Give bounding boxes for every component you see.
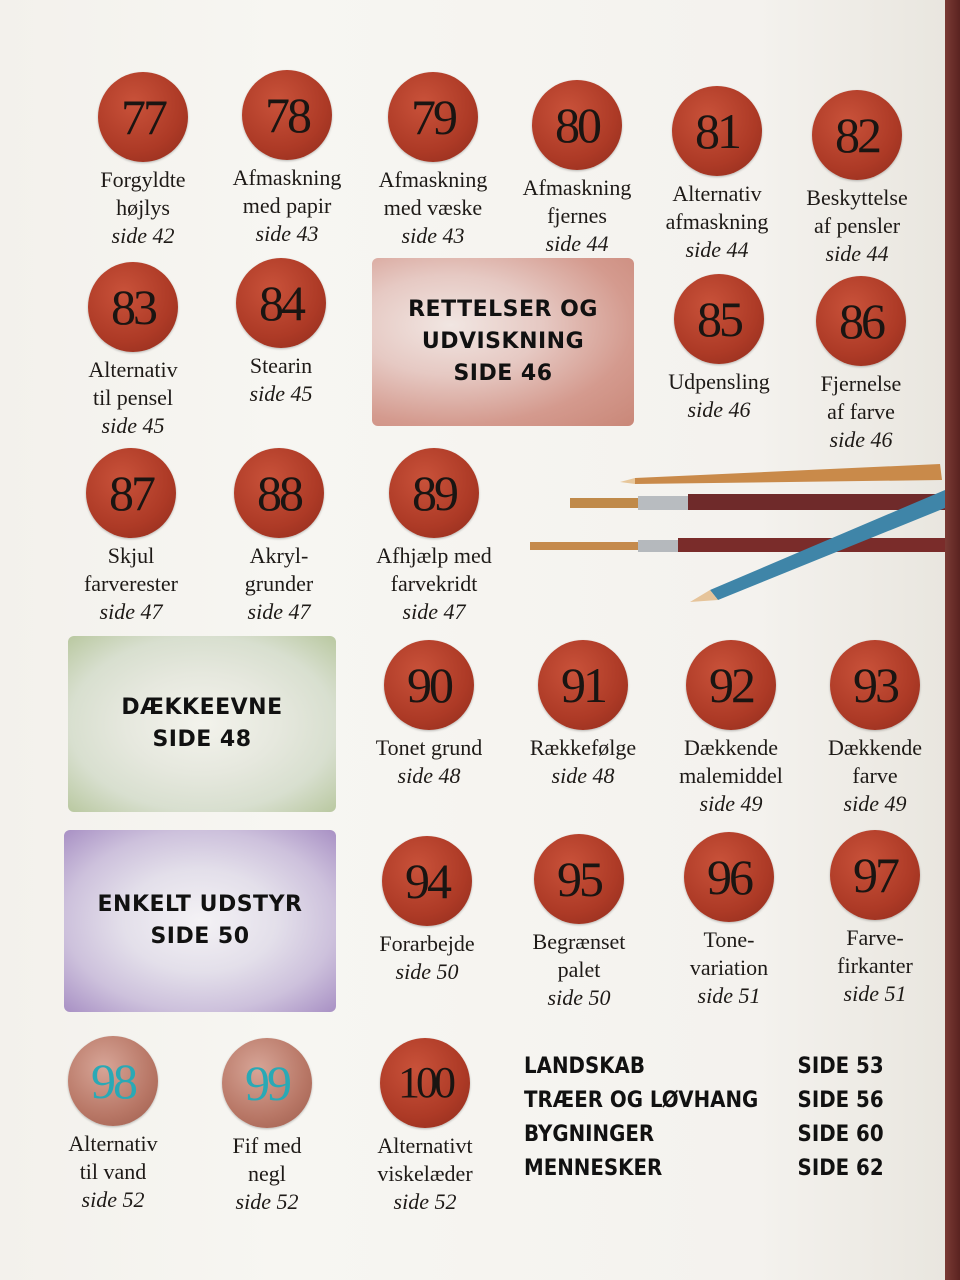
number-badge: 89 bbox=[389, 448, 479, 538]
entry-82 bbox=[782, 90, 932, 268]
chapter-index bbox=[524, 1050, 884, 1186]
entry-81 bbox=[642, 86, 792, 264]
entry-page: side 51 bbox=[843, 981, 907, 1006]
entry-title: Dækkende farve bbox=[827, 735, 923, 788]
chapter-page: SIDE 62 bbox=[797, 1156, 884, 1181]
entry-title: Forarbejde bbox=[379, 931, 475, 956]
entry-title: Akryl- grunder bbox=[244, 543, 314, 596]
entry-title: Fjernelse af farve bbox=[820, 371, 902, 424]
entry-90 bbox=[354, 640, 504, 790]
entry-title: Begrænset palet bbox=[532, 929, 626, 982]
number-badge: 88 bbox=[234, 448, 324, 538]
paintbrushes-and-pencils-illustration bbox=[520, 450, 945, 610]
entry-94 bbox=[352, 836, 502, 986]
number-badge: 86 bbox=[816, 276, 906, 366]
entry-91 bbox=[508, 640, 658, 790]
entry-93 bbox=[800, 640, 945, 818]
number-badge: 99 bbox=[222, 1038, 312, 1128]
number-badge: 78 bbox=[242, 70, 332, 160]
entry-title: Tone- variation bbox=[689, 927, 769, 980]
entry-85 bbox=[644, 274, 794, 424]
number-badge: 94 bbox=[382, 836, 472, 926]
number-badge: 96 bbox=[684, 832, 774, 922]
section-patch-rettelser bbox=[372, 258, 634, 426]
entry-page: side 47 bbox=[402, 599, 466, 624]
number-badge: 77 bbox=[98, 72, 188, 162]
number-badge: 97 bbox=[830, 830, 920, 920]
entry-97 bbox=[800, 830, 945, 1008]
entry-page: side 49 bbox=[843, 791, 907, 816]
entry-88 bbox=[204, 448, 354, 626]
entry-page: side 47 bbox=[247, 599, 311, 624]
entry-89 bbox=[354, 448, 514, 626]
entry-page: side 51 bbox=[697, 983, 761, 1008]
entry-page: side 44 bbox=[825, 241, 889, 266]
entry-page: side 52 bbox=[235, 1189, 299, 1214]
entry-80 bbox=[502, 80, 652, 258]
entry-page: side 42 bbox=[111, 223, 175, 248]
section-patch-daekkeevne bbox=[68, 636, 336, 812]
chapter-row bbox=[524, 1050, 884, 1084]
entry-page: side 50 bbox=[395, 959, 459, 984]
entry-title: Beskyttelse af pensler bbox=[806, 185, 908, 238]
chapter-page: SIDE 53 bbox=[797, 1054, 884, 1079]
number-badge: 98 bbox=[68, 1036, 158, 1126]
chapter-row bbox=[524, 1118, 884, 1152]
entry-98 bbox=[38, 1036, 188, 1214]
entry-page: side 49 bbox=[699, 791, 763, 816]
number-badge: 100 bbox=[380, 1038, 470, 1128]
entry-page: side 43 bbox=[255, 221, 319, 246]
entry-100 bbox=[350, 1038, 500, 1216]
section-label: ENKELT UDSTYR SIDE 50 bbox=[97, 892, 303, 949]
entry-87 bbox=[56, 448, 206, 626]
entry-title: Forgyldte højlys bbox=[100, 167, 186, 220]
entry-page: side 44 bbox=[685, 237, 749, 262]
entry-page: side 44 bbox=[545, 231, 609, 256]
entry-page: side 43 bbox=[401, 223, 465, 248]
entry-99 bbox=[192, 1038, 342, 1216]
entry-86 bbox=[786, 276, 936, 454]
entry-page: side 52 bbox=[393, 1189, 457, 1214]
entry-title: Skjul farverester bbox=[83, 543, 179, 596]
entry-title: Stearin bbox=[249, 353, 313, 378]
entry-page: side 50 bbox=[547, 985, 611, 1010]
number-badge: 83 bbox=[88, 262, 178, 352]
section-label: DÆKKEEVNE SIDE 48 bbox=[121, 695, 283, 752]
entry-page: side 52 bbox=[81, 1187, 145, 1212]
entry-84 bbox=[206, 258, 356, 408]
entry-77 bbox=[68, 72, 218, 250]
entry-page: side 48 bbox=[551, 763, 615, 788]
number-badge: 87 bbox=[86, 448, 176, 538]
chapter-row bbox=[524, 1084, 884, 1118]
entry-page: side 47 bbox=[99, 599, 163, 624]
entry-95 bbox=[504, 834, 654, 1012]
entry-page: side 46 bbox=[687, 397, 751, 422]
number-badge: 79 bbox=[388, 72, 478, 162]
chapter-page: SIDE 56 bbox=[797, 1088, 884, 1113]
entry-title: Rækkefølge bbox=[529, 735, 637, 760]
entry-96 bbox=[654, 832, 804, 1010]
entry-title: Afmaskning fjernes bbox=[522, 175, 632, 228]
entry-title: Fif med negl bbox=[232, 1133, 302, 1186]
entry-title: Afmaskning med væske bbox=[378, 167, 488, 220]
entry-83 bbox=[58, 262, 208, 440]
entry-78 bbox=[212, 70, 362, 248]
entry-92 bbox=[656, 640, 806, 818]
chapter-page: SIDE 60 bbox=[797, 1122, 884, 1147]
number-badge: 91 bbox=[538, 640, 628, 730]
number-badge: 85 bbox=[674, 274, 764, 364]
entry-title: Udpensling bbox=[668, 369, 770, 394]
chapter-name: MENNESKER bbox=[524, 1156, 663, 1181]
number-badge: 95 bbox=[534, 834, 624, 924]
entry-title: Alternativ til vand bbox=[68, 1131, 158, 1184]
chapter-row bbox=[524, 1152, 884, 1186]
entry-title: Farve- firkanter bbox=[837, 925, 913, 978]
entry-title: Afmaskning med papir bbox=[232, 165, 342, 218]
entry-page: side 46 bbox=[829, 427, 893, 452]
chapter-name: TRÆER OG LØVHANG bbox=[524, 1088, 759, 1113]
number-badge: 90 bbox=[384, 640, 474, 730]
section-label: RETTELSER OG UDVISKNING SIDE 46 bbox=[408, 297, 598, 386]
chapter-name: BYGNINGER bbox=[524, 1122, 655, 1147]
entry-title: Afhjælp med farvekridt bbox=[376, 543, 492, 596]
entry-page: side 48 bbox=[397, 763, 461, 788]
entry-title: Alternativ til pensel bbox=[88, 357, 178, 410]
entry-page: side 45 bbox=[249, 381, 313, 406]
entry-title: Dækkende malemiddel bbox=[679, 735, 783, 788]
entry-page: side 45 bbox=[101, 413, 165, 438]
number-badge: 81 bbox=[672, 86, 762, 176]
entry-79 bbox=[358, 72, 508, 250]
book-spine bbox=[945, 0, 960, 1280]
number-badge: 82 bbox=[812, 90, 902, 180]
chapter-name: LANDSKAB bbox=[524, 1054, 645, 1079]
entry-title: Alternativ afmaskning bbox=[665, 181, 769, 234]
section-patch-enkelt-udstyr bbox=[64, 830, 336, 1012]
number-badge: 84 bbox=[236, 258, 326, 348]
entry-title: Tonet grund bbox=[375, 735, 483, 760]
number-badge: 93 bbox=[830, 640, 920, 730]
entry-title: Alternativt viskelæder bbox=[377, 1133, 473, 1186]
number-badge: 92 bbox=[686, 640, 776, 730]
number-badge: 80 bbox=[532, 80, 622, 170]
